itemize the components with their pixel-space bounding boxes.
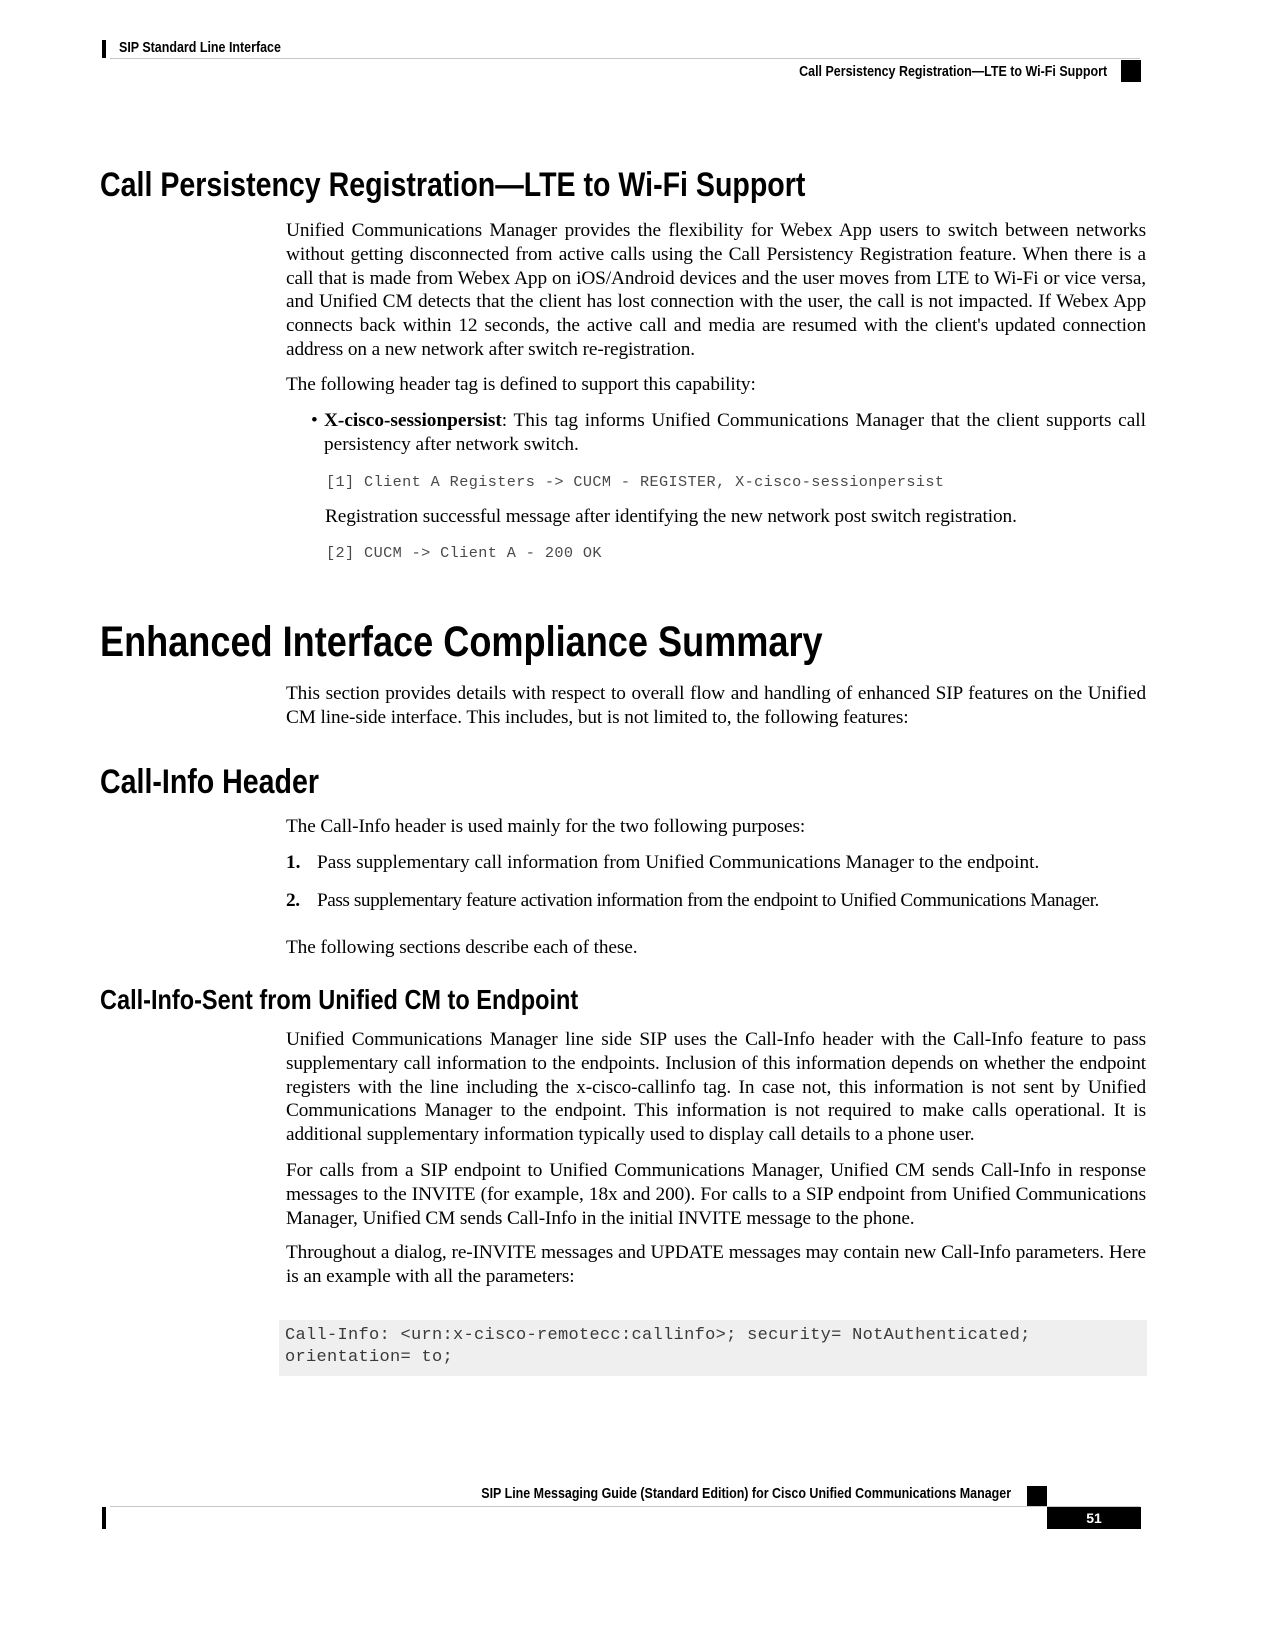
paragraph-registration-success: Registration successful message after identifying the new network post switch registration. xyxy=(325,506,1017,527)
bullet-dot: • xyxy=(311,410,318,431)
code-line: orientation= to; xyxy=(285,1348,454,1367)
paragraph-compliance-intro: This section provides details with respect to overall flow and handling of enhanced SIP features on the Unified CM line-side interface. This includes, but is not limited to, the following features: xyxy=(286,683,1146,728)
section-heading-call-info-header: Call-Info Header xyxy=(100,763,320,801)
code-register-line: [1] Client A Registers -> CUCM - REGISTER, X-cisco-sessionpersist xyxy=(326,473,945,491)
paragraph-header-tag-intro: The following header tag is defined to support this capability: xyxy=(286,374,756,395)
list-item-text: Pass supplementary call information from Unified Communications Manager to the endpoint. xyxy=(317,852,1040,873)
list-item-number: 2. xyxy=(286,890,300,911)
list-item xyxy=(286,889,1099,913)
bullet-text xyxy=(324,409,1146,457)
subsection-heading-call-info-sent: Call-Info-Sent from Unified CM to Endpoint xyxy=(100,984,579,1015)
bullet-sessionpersist xyxy=(311,409,1146,457)
footer-marker xyxy=(1027,1486,1047,1506)
section-heading-call-persistency: Call Persistency Registration—LTE to Wi-Fi Support xyxy=(100,166,806,204)
footer-guide-title: SIP Line Messaging Guide (Standard Edition) for Cisco Unified Communications Manager xyxy=(481,1486,1011,1502)
header-left-bar xyxy=(102,40,106,58)
running-header-section: Call Persistency Registration—LTE to Wi-Fi Support xyxy=(799,64,1107,80)
code-example-block xyxy=(279,1320,1147,1376)
list-item xyxy=(286,851,1039,875)
code-200-ok-line: [2] CUCM -> Client A - 200 OK xyxy=(326,544,602,562)
paragraph-call-info-intro: The Call-Info header is used mainly for the two following purposes: xyxy=(286,816,806,837)
running-header-chapter: SIP Standard Line Interface xyxy=(119,40,281,56)
list-item-text: Pass supplementary feature activation information from the endpoint to Unified Communications Manager. xyxy=(317,890,1099,911)
chapter-heading-compliance-summary: Enhanced Interface Compliance Summary xyxy=(100,618,823,666)
code-line: Call-Info: <urn:x-cisco-remotecc:callinfo>; security= NotAuthenticated; xyxy=(285,1326,1031,1345)
bullet-term: X-cisco-sessionpersist xyxy=(324,410,502,431)
page-number: 51 xyxy=(1047,1507,1141,1529)
paragraph-call-persistency-intro: Unified Communications Manager provides the flexibility for Webex App users to switch between networks without getting disconnected from active calls using the Call Persistency Registration feature. When there is a call that is made from Webex App on iOS/Android devices and the user moves from LTE to Wi-Fi or vice versa, and Unified CM detects that the client has lost connection with the user, the call is not impacted. If Webex App connects back within 12 seconds, the active call and media are resumed with the client's updated connection address on a new network after switch re-registration. xyxy=(286,220,1146,360)
header-right-marker xyxy=(1121,60,1141,82)
bullet-description: : This tag informs Unified Communications Manager that the client supports call persistency after network switch. xyxy=(324,410,1146,455)
paragraph-call-info-sent-3: Throughout a dialog, re-INVITE messages and UPDATE messages may contain new Call-Info parameters. Here is an example with all the parameters: xyxy=(286,1242,1146,1287)
footer-left-bar xyxy=(102,1507,106,1529)
list-item-number: 1. xyxy=(286,852,301,873)
paragraph-call-info-sent-2: For calls from a SIP endpoint to Unified Communications Manager, Unified CM sends Call-Info in response messages to the INVITE (for example, 18x and 200). For calls to a SIP endpoint from Unified Communications Manager, Unified CM sends Call-Info in the initial INVITE message to the phone. xyxy=(286,1160,1146,1229)
header-rule xyxy=(110,58,1140,59)
paragraph-call-info-sent-1: Unified Communications Manager line side SIP uses the Call-Info header with the Call-Info feature to pass supplementary call information to the endpoints. Inclusion of this information depends on whether the endpoint registers with the line including the x-cisco-callinfo tag. In case not, this information is not sent by Unified Communications Manager to the endpoint. This information is not required to make calls operational. It is additional supplementary information typically used to display call details to a phone user. xyxy=(286,1029,1146,1146)
footer-rule xyxy=(110,1506,1140,1507)
paragraph-sections-describe: The following sections describe each of these. xyxy=(286,937,638,958)
